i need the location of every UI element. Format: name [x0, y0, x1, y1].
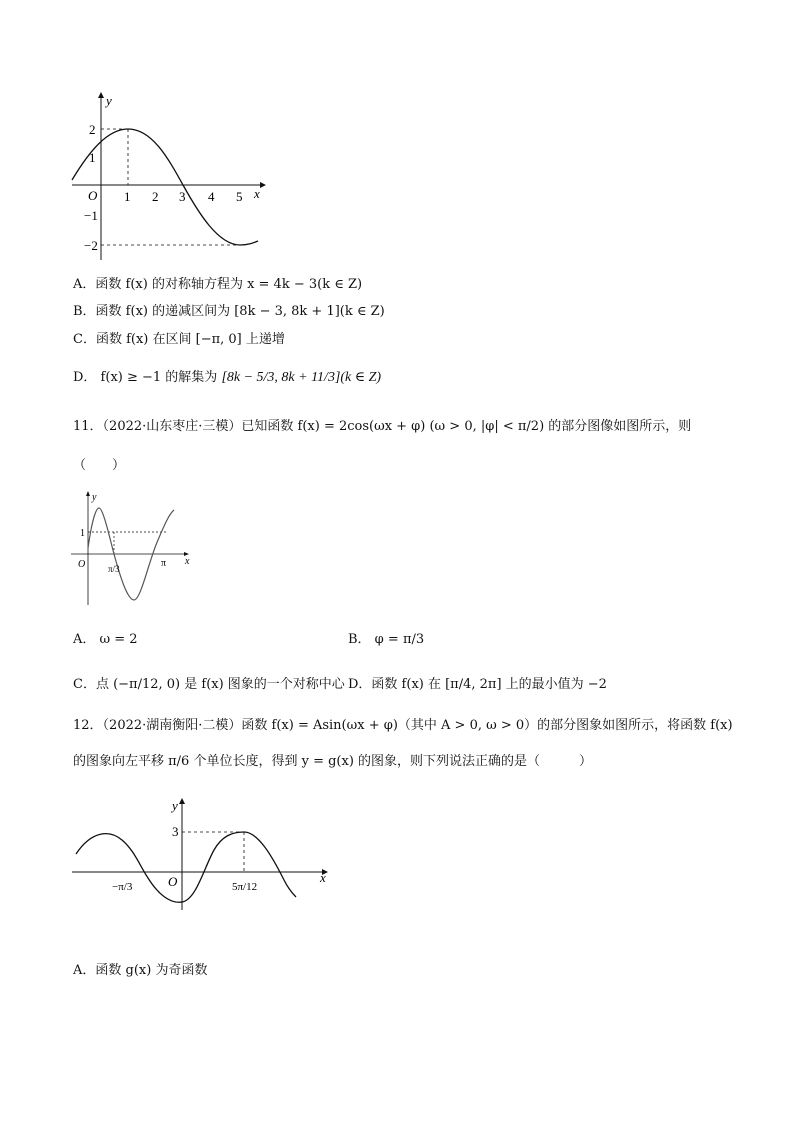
q10-option-c[interactable]: C．函数 f(x) 在区间 [−π, 0] 上递增 — [73, 332, 285, 347]
q12-line1: 12．（2022·湖南衡阳·二模）函数 f(x) = Asin(ωx + φ)（其中 A > 0, ω > 0）的部分图象如图所示，将函数 f(x) — [73, 718, 733, 733]
graph-q12 — [72, 794, 342, 914]
origin-label: O — [168, 874, 178, 889]
y-tick-2: 2 — [89, 122, 96, 137]
x-tick-pi-over-3: π/3 — [108, 564, 120, 574]
x-tick-1: 1 — [124, 189, 131, 204]
x-label: x — [185, 556, 190, 567]
curve-f — [76, 832, 296, 902]
y-axis-arrow — [98, 92, 104, 98]
y-label: y — [92, 492, 97, 503]
y-tick-1: 1 — [80, 528, 85, 539]
y-tick-3: 3 — [172, 824, 179, 839]
q10-option-b[interactable]: B．函数 f(x) 的递减区间为 [8k − 3, 8k + 1](k ∈ Z) — [73, 304, 385, 319]
q11-option-d[interactable]: D．函数 f(x) 在 [π/4, 2π] 上的最小值为 −2 — [348, 677, 607, 692]
q12-line2: 的图象向左平移 π/6 个单位长度，得到 y = g(x) 的图象，则下列说法正确的是（ ） — [73, 754, 593, 769]
x-axis-arrow — [260, 182, 266, 188]
graph-q10 — [60, 88, 280, 263]
q11-stem: 11．（2022·山东枣庄·三模）已知函数 f(x) = 2cos(ωx + φ) (ω > 0, |φ| < π/2) 的部分图像如图所示，则 — [73, 419, 692, 434]
x-tick-5: 5 — [236, 189, 243, 204]
x-label: x — [320, 870, 326, 885]
y-tick-neg1: −1 — [84, 208, 98, 223]
q10-option-d-prefix: D． f(x) ≥ −1 的解集为 — [73, 370, 218, 385]
q11-option-a[interactable]: A． ω = 2 — [73, 632, 138, 647]
q10-option-a[interactable]: A．函数 f(x) 的对称轴方程为 x = 4k − 3(k ∈ Z) — [73, 277, 363, 292]
origin-label: O — [88, 188, 98, 203]
curve-f — [72, 129, 258, 245]
q11-option-b[interactable]: B． φ = π/3 — [348, 632, 425, 647]
q12-option-a[interactable]: A．函数 g(x) 为奇函数 — [73, 963, 208, 978]
q10-option-d-math: [8k − 5/3, 8k + 11/3](k ∈ Z) — [221, 370, 382, 385]
x-label: x — [254, 186, 260, 201]
y-label: y — [106, 93, 112, 108]
q11-option-c[interactable]: C．点 (−π/12, 0) 是 f(x) 图象的一个对称中心 — [73, 677, 345, 692]
y-tick-1: 1 — [89, 150, 96, 165]
x-tick-5pi-over-12: 5π/12 — [232, 881, 258, 893]
x-tick-neg-pi-over-3: −π/3 — [112, 881, 133, 893]
y-axis-arrow — [179, 798, 185, 804]
x-tick-2: 2 — [152, 189, 159, 204]
y-axis-arrow — [86, 491, 90, 496]
y-label: y — [172, 798, 178, 813]
x-tick-pi: π — [161, 558, 167, 569]
q11-paren: （ ） — [73, 458, 126, 473]
q10-option-d[interactable] — [73, 364, 381, 392]
origin-label: O — [78, 559, 86, 570]
x-tick-3: 3 — [179, 189, 186, 204]
x-tick-4: 4 — [208, 189, 215, 204]
y-tick-neg2: −2 — [84, 238, 98, 253]
graph-q11 — [66, 490, 196, 608]
